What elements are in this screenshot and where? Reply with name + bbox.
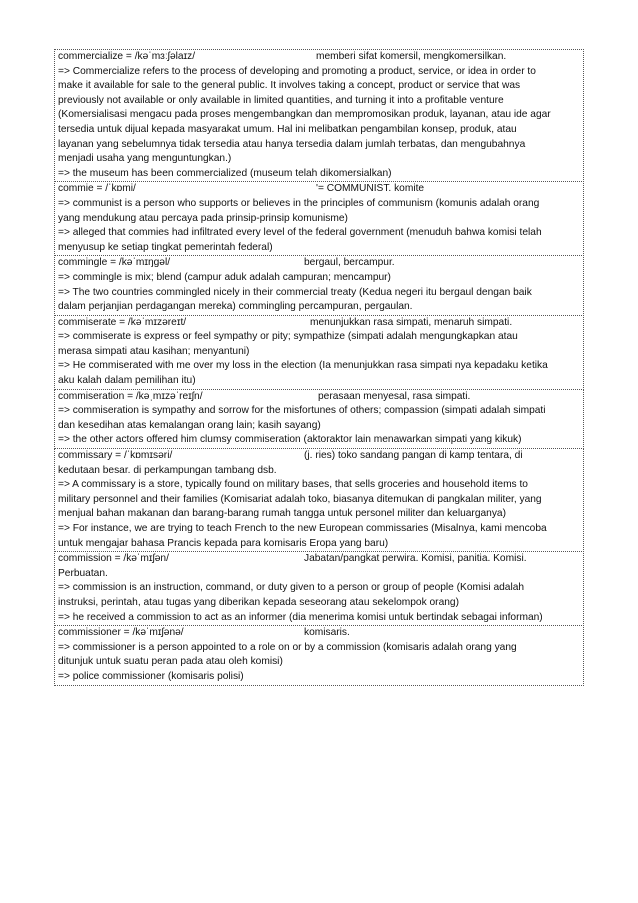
entry-line: => he received a commission to act as an informer (dia menerima komisi untuk bertindak sebagai informan) [58,611,543,623]
entry-term: commercialize = /kəˈmɜːʃəlaɪz/ [58,51,196,62]
entry-commercialize [54,49,584,182]
entry-meaning: (j. ries) toko sandang pangan di kamp tentara, di [304,450,523,462]
entry-meaning: menunjukkan rasa simpati, menaruh simpati. [310,316,513,328]
entry-commiseration [54,389,584,449]
entry-line: (Komersialisasi mengacu pada proses mengembangkan dan mempromosikan produk, layanan, atau ide agar [58,109,551,121]
entry-line: => communist is a person who supports or believes in the principles of communism (komunis adalah orang [58,197,540,209]
entry-head [58,626,582,641]
entry-line: Perbuatan. [58,567,108,579]
entry-line: => He commiserated with me over my loss in the election (Ia menunjukkan rasa simpati nya kepadaku ketika [58,360,548,372]
entry-commissioner [54,625,584,685]
entry-line: => A commissary is a store, typically found on military bases, that sells groceries and household items to [58,479,528,491]
entry-commiserate [54,315,584,390]
entry-line: => commiserate is express or feel sympathy or pity; sympathize (simpati adalah mengungkapkan atau [58,331,518,343]
entry-line: => the other actors offered him clumsy commiseration (aktoraktor lain menawarkan simpati yang kikuk) [58,434,522,446]
entry-line: merasa simpati atau kasihan; menyantuni) [58,345,250,357]
entry-line: ditunjuk untuk suatu peran pada atau oleh komisi) [58,656,283,668]
entry-line: => commissioner is a person appointed to a role on or by a commission (komisaris adalah orang yang [58,641,517,653]
entry-commingle [54,255,584,315]
entry-line: => the museum has been commercialized (museum telah dikomersialkan) [58,167,392,179]
entry-line: tersedia untuk dijual kepada masyarakat umum. Hal ini melibatkan pengambilan konsep, produk, atau [58,123,517,135]
entry-commie [54,181,584,256]
entry-line: => For instance, we are trying to teach French to the new European commissaries (Misalnya, kami mencoba [58,523,547,534]
dictionary-document [54,50,584,686]
entry-line: => commingle is mix; blend (campur aduk adalah campuran; mencampur) [58,271,391,283]
entry-meaning: Jabatan/pangkat perwira. Komisi, panitia. Komisi. [304,553,527,565]
entry-line: kedutaan besar. di perkampungan tambang dsb. [58,464,277,476]
entry-line: => commission is an instruction, command, or duty given to a person or group of people (Komisi adalah [58,582,525,594]
entry-meaning: perasaan menyesal, rasa simpati. [318,390,471,402]
entry-line: => The two countries commingled nicely in their commercial treaty (Kedua negeri itu bergaul dengan baik [58,286,532,298]
entry-head [58,316,582,331]
entry-line: menyusup ke setiap tingkat pemerintah federal) [58,241,273,253]
entry-term: commissary = /ˈkɒmɪsəri/ [58,450,173,462]
entry-line: dan kesedihan atas kemalangan orang lain; kasih sayang) [58,419,321,431]
entry-meaning: bergaul, bercampur. [304,257,395,269]
entry-line: => alleged that commies had infiltrated every level of the federal government (menuduh bahwa komisi telah [58,227,542,239]
entry-head [58,552,582,567]
entry-term: commingle = /kəˈmɪŋɡəl/ [58,257,171,269]
entry-head [58,390,582,405]
entry-line: instruksi, perintah, atau tugas yang diberikan kepada seseorang atau sekelompok orang) [58,596,459,608]
entry-meaning: memberi sifat komersil, mengkomersilkan. [316,51,507,62]
entry-line: menjadi usaha yang menguntungkan.) [58,153,232,165]
entry-head [58,50,582,65]
entry-line: untuk mengajar bahasa Prancis kepada para komisaris Eropa yang baru) [58,537,389,549]
entry-term: commissioner = /kəˈmɪʃənə/ [58,627,184,639]
entry-commissary [54,448,584,552]
entry-commission [54,551,584,626]
entry-head [58,256,582,271]
entry-line: make it available for sale to the general public. It involves taking a concept, product or service that was [58,80,521,92]
entry-line: military personnel and their families (Komisariat adalah toko, biasanya ditemukan di pangkalan militer, yang [58,493,542,505]
entry-meaning: '= COMMUNIST. komite [316,183,425,195]
entry-term: commiserate = /kəˈmɪzəreɪt/ [58,316,187,328]
entry-line: yang mendukung atau percaya pada prinsip-prinsip komunisme) [58,212,348,224]
entry-line: => police commissioner (komisaris polisi) [58,670,244,682]
entry-term: commission = /kəˈmɪʃən/ [58,553,169,565]
entry-meaning: komisaris. [304,627,350,639]
entry-line: layanan yang sebelumnya tidak tersedia atau hanya tersedia dalam jumlah terbatas, dan mengubahnya [58,138,526,150]
entry-line: previously not available or only available in limited quantities, and turning it into a profitable venture [58,94,504,106]
entry-line: => Commercialize refers to the process of developing and promoting a product, service, or idea in order to [58,65,536,77]
entry-term: commie = /ˈkɒmi/ [58,183,136,195]
entry-line: dalam perjanjian perdagangan mereka) commingling percampuran, pergaulan. [58,301,413,313]
entry-line: => commiseration is sympathy and sorrow for the misfortunes of others; compassion (simpati adalah simpati [58,405,546,417]
entry-head [58,449,582,464]
entry-head [58,182,582,197]
entry-line: menjual bahan makanan dan barang-barang rumah tangga untuk personel militer dan keluarganya) [58,508,506,520]
entry-line: aku kalah dalam pemilihan itu) [58,375,196,387]
entry-term: commiseration = /kəˌmɪzəˈreɪʃn/ [58,390,203,402]
